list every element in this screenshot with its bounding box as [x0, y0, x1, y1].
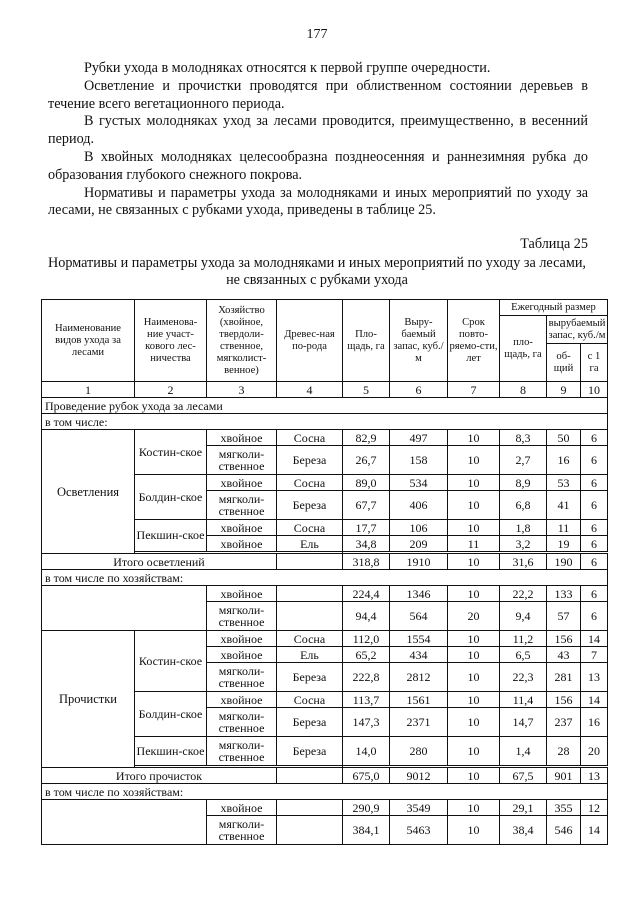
header-col5: Пло-щадь, га — [343, 300, 390, 382]
value-cell: 53 — [547, 475, 581, 491]
empty-cell — [42, 800, 207, 845]
value-cell: 106 — [390, 520, 448, 536]
value-cell: 209 — [390, 536, 448, 552]
value-cell: 19 — [547, 536, 581, 552]
value-cell: 1,4 — [500, 737, 547, 766]
care-type-cell: Осветления — [42, 430, 135, 554]
value-cell: 546 — [547, 816, 581, 845]
farm-cell: хвойное — [207, 430, 277, 446]
page-number: 177 — [306, 27, 328, 42]
farm-cell: хвойное — [207, 692, 277, 708]
value-cell: 16 — [581, 708, 608, 737]
value-cell: 2371 — [390, 708, 448, 737]
value-cell: 11,4 — [500, 692, 547, 708]
species-cell: Ель — [277, 536, 343, 552]
farm-cell: хвойное — [207, 520, 277, 536]
total-value: 67,5 — [500, 768, 547, 784]
header-col4: Древес-ная по-рода — [277, 300, 343, 382]
species-cell: Береза — [277, 708, 343, 737]
value-cell: 8,3 — [500, 430, 547, 446]
header-col10: с 1 га — [581, 344, 608, 382]
value-cell: 222,8 — [343, 663, 390, 692]
section-title: Проведение рубок ухода за лесами — [42, 398, 608, 414]
value-cell: 2812 — [390, 663, 448, 692]
value-cell: 22,3 — [500, 663, 547, 692]
value-cell: 7 — [581, 647, 608, 663]
value-cell: 1554 — [390, 631, 448, 647]
total-value: 901 — [547, 768, 581, 784]
forestry-cell: Костин-ское — [135, 430, 207, 475]
value-cell: 8,9 — [500, 475, 547, 491]
value-cell: 34,8 — [343, 536, 390, 552]
value-cell: 12 — [581, 800, 608, 816]
header-annual: Ежегодный размер — [500, 300, 608, 316]
col-number: 1 — [42, 382, 135, 398]
farm-cell: хвойное — [207, 536, 277, 552]
total-value: 13 — [581, 768, 608, 784]
value-cell: 434 — [390, 647, 448, 663]
total-value: 1910 — [390, 554, 448, 570]
farm-cell: мягколи-ственное — [207, 816, 277, 845]
farm-cell: мягколи-ственное — [207, 663, 277, 692]
empty-cell — [277, 602, 343, 631]
value-cell: 57 — [547, 602, 581, 631]
value-cell: 281 — [547, 663, 581, 692]
value-cell: 14 — [581, 631, 608, 647]
value-cell: 6 — [581, 430, 608, 446]
body-text — [48, 60, 588, 220]
header-col6: Выру-баемый запас, куб./м — [390, 300, 448, 382]
col-number: 3 — [207, 382, 277, 398]
total-value: 318,8 — [343, 554, 390, 570]
species-cell: Сосна — [277, 475, 343, 491]
col-number: 10 — [581, 382, 608, 398]
species-cell: Береза — [277, 491, 343, 520]
farm-cell: мягколи-ственное — [207, 708, 277, 737]
farm-cell: хвойное — [207, 586, 277, 602]
value-cell: 1346 — [390, 586, 448, 602]
value-cell: 13 — [581, 663, 608, 692]
value-cell: 65,2 — [343, 647, 390, 663]
header-col9: об-щий — [547, 344, 581, 382]
total-value: 6 — [581, 554, 608, 570]
value-cell: 156 — [547, 631, 581, 647]
empty-cell — [277, 768, 343, 784]
value-cell: 237 — [547, 708, 581, 737]
value-cell: 14 — [581, 692, 608, 708]
value-cell: 10 — [448, 491, 500, 520]
value-cell: 26,7 — [343, 446, 390, 475]
value-cell: 3549 — [390, 800, 448, 816]
total-value: 31,6 — [500, 554, 547, 570]
forestry-cell: Костин-ское — [135, 631, 207, 692]
value-cell: 10 — [448, 430, 500, 446]
value-cell: 147,3 — [343, 708, 390, 737]
paragraph: Рубки ухода в молодняках относятся к первой группе очередности. — [84, 60, 491, 76]
value-cell: 10 — [448, 446, 500, 475]
value-cell: 406 — [390, 491, 448, 520]
value-cell: 29,1 — [500, 800, 547, 816]
value-cell: 534 — [390, 475, 448, 491]
forestry-cell: Болдин-ское — [135, 475, 207, 520]
value-cell: 10 — [448, 663, 500, 692]
value-cell: 158 — [390, 446, 448, 475]
empty-cell — [42, 586, 207, 631]
care-type-cell: Прочистки — [42, 631, 135, 768]
value-cell: 94,4 — [343, 602, 390, 631]
forestry-cell: Пекшин-ское — [135, 737, 207, 766]
value-cell: 10 — [448, 475, 500, 491]
total-label: Итого прочисток — [42, 768, 277, 784]
empty-cell — [277, 554, 343, 570]
value-cell: 224,4 — [343, 586, 390, 602]
farm-cell: хвойное — [207, 800, 277, 816]
col-number: 5 — [343, 382, 390, 398]
norms-table — [41, 299, 608, 845]
table-title: Нормативы и параметры ухода за молодняками и иных мероприятий по уходу за лесами, не связанных с рубками ухода — [48, 255, 586, 288]
forestry-cell: Пекшин-ское — [135, 520, 207, 552]
subsection-label: в том числе по хозяйствам: — [42, 570, 608, 586]
header-cut-volume: вырубаемый запас, куб./м — [547, 316, 608, 344]
species-cell: Береза — [277, 737, 343, 766]
species-cell: Ель — [277, 647, 343, 663]
paragraph: Нормативы и параметры ухода за молодняками и иных мероприятий по уходу за лесами, не связанных с рубками ухода, приведены в таблице 25. — [48, 184, 588, 219]
value-cell: 280 — [390, 737, 448, 766]
value-cell: 28 — [547, 737, 581, 766]
value-cell: 10 — [448, 816, 500, 845]
value-cell: 11 — [547, 520, 581, 536]
value-cell: 113,7 — [343, 692, 390, 708]
value-cell: 9,4 — [500, 602, 547, 631]
value-cell: 564 — [390, 602, 448, 631]
table-label: Таблица 25 — [520, 236, 588, 252]
value-cell: 22,2 — [500, 586, 547, 602]
value-cell: 384,1 — [343, 816, 390, 845]
value-cell: 6 — [581, 475, 608, 491]
value-cell: 17,7 — [343, 520, 390, 536]
value-cell: 50 — [547, 430, 581, 446]
total-label: Итого осветлений — [42, 554, 277, 570]
value-cell: 2,7 — [500, 446, 547, 475]
value-cell: 6 — [581, 520, 608, 536]
farm-cell: хвойное — [207, 631, 277, 647]
value-cell: 6,5 — [500, 647, 547, 663]
value-cell: 133 — [547, 586, 581, 602]
value-cell: 10 — [448, 586, 500, 602]
col-number: 2 — [135, 382, 207, 398]
value-cell: 6,8 — [500, 491, 547, 520]
col-number: 4 — [277, 382, 343, 398]
value-cell: 10 — [448, 800, 500, 816]
header-col7: Срок повто-ряемо-сти, лет — [448, 300, 500, 382]
header-col3: Хозяйство (хвойное, твердоли-ственное, мягколист-венное) — [207, 300, 277, 382]
value-cell: 6 — [581, 491, 608, 520]
value-cell: 10 — [448, 647, 500, 663]
value-cell: 11,2 — [500, 631, 547, 647]
species-cell: Сосна — [277, 631, 343, 647]
species-cell: Береза — [277, 446, 343, 475]
empty-cell — [277, 816, 343, 845]
species-cell: Сосна — [277, 692, 343, 708]
empty-cell — [277, 586, 343, 602]
empty-cell — [277, 800, 343, 816]
col-number: 7 — [448, 382, 500, 398]
value-cell: 3,2 — [500, 536, 547, 552]
value-cell: 6 — [581, 536, 608, 552]
paragraph: В густых молодняках уход за лесами проводится, преимущественно, в весенний период. — [48, 113, 588, 148]
value-cell: 112,0 — [343, 631, 390, 647]
subsection-label: в том числе: — [42, 414, 608, 430]
value-cell: 43 — [547, 647, 581, 663]
farm-cell: хвойное — [207, 647, 277, 663]
value-cell: 10 — [448, 708, 500, 737]
value-cell: 67,7 — [343, 491, 390, 520]
value-cell: 20 — [581, 737, 608, 766]
value-cell: 14,0 — [343, 737, 390, 766]
value-cell: 6 — [581, 446, 608, 475]
header-col1: Наименование видов ухода за лесами — [42, 300, 135, 382]
value-cell: 10 — [448, 520, 500, 536]
value-cell: 11 — [448, 536, 500, 552]
value-cell: 16 — [547, 446, 581, 475]
value-cell: 38,4 — [500, 816, 547, 845]
value-cell: 6 — [581, 586, 608, 602]
total-value: 10 — [448, 554, 500, 570]
species-cell: Сосна — [277, 430, 343, 446]
farm-cell: мягколи-ственное — [207, 602, 277, 631]
value-cell: 14,7 — [500, 708, 547, 737]
farm-cell: хвойное — [207, 475, 277, 491]
value-cell: 20 — [448, 602, 500, 631]
value-cell: 290,9 — [343, 800, 390, 816]
value-cell: 10 — [448, 692, 500, 708]
forestry-cell: Болдин-ское — [135, 692, 207, 737]
value-cell: 10 — [448, 737, 500, 766]
value-cell: 5463 — [390, 816, 448, 845]
value-cell: 14 — [581, 816, 608, 845]
value-cell: 82,9 — [343, 430, 390, 446]
species-cell: Сосна — [277, 520, 343, 536]
value-cell: 1,8 — [500, 520, 547, 536]
paragraph: В хвойных молодняках целесообразна позднеосенняя и раннезимняя рубка до образования глубокого снежного покрова. — [48, 148, 588, 183]
farm-cell: мягколи-ственное — [207, 491, 277, 520]
value-cell: 41 — [547, 491, 581, 520]
header-col2: Наименова-ние участ-кового лес-ничества — [135, 300, 207, 382]
value-cell: 497 — [390, 430, 448, 446]
value-cell: 1561 — [390, 692, 448, 708]
total-value: 10 — [448, 768, 500, 784]
value-cell: 355 — [547, 800, 581, 816]
col-number: 6 — [390, 382, 448, 398]
total-value: 9012 — [390, 768, 448, 784]
col-number: 8 — [500, 382, 547, 398]
farm-cell: мягколи-ственное — [207, 446, 277, 475]
paragraph: Осветление и прочистки проводятся при облиственном состоянии деревьев в течение всего вегетационного периода. — [48, 77, 588, 112]
value-cell: 6 — [581, 602, 608, 631]
total-value: 675,0 — [343, 768, 390, 784]
subsection-label: в том числе по хозяйствам: — [42, 784, 608, 800]
farm-cell: мягколи-ственное — [207, 737, 277, 766]
value-cell: 156 — [547, 692, 581, 708]
total-value: 190 — [547, 554, 581, 570]
species-cell: Береза — [277, 663, 343, 692]
value-cell: 10 — [448, 631, 500, 647]
col-number: 9 — [547, 382, 581, 398]
header-col8: пло-щадь, га — [500, 316, 547, 382]
value-cell: 89,0 — [343, 475, 390, 491]
